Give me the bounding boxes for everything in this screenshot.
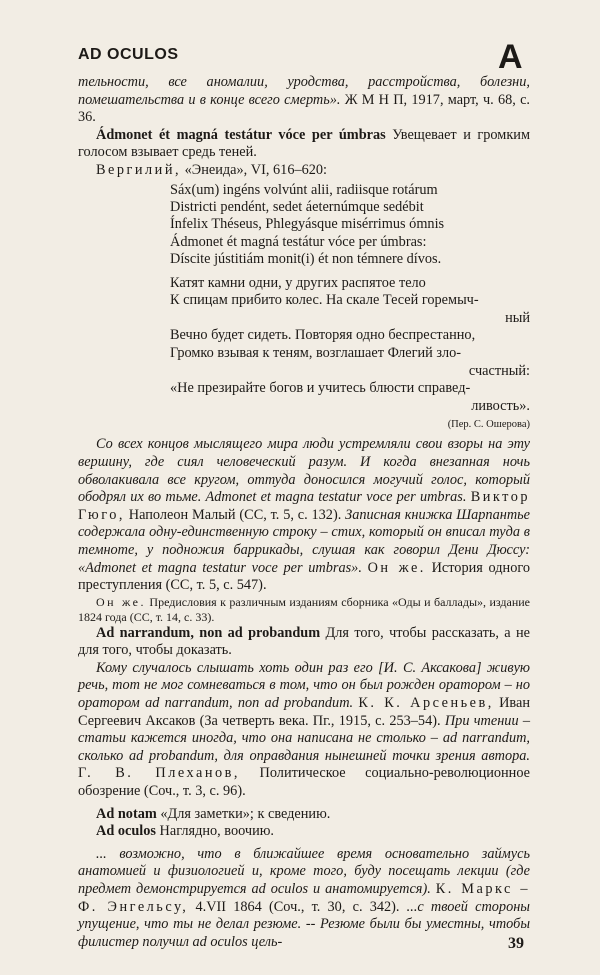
citation-quote: Записная книжка Шарпантье содержала одну-единственную строку – стих, который он вписал туда в темноте, у подножия баррикады, слушая как говорил Дени Дюссу: «Admonet et magna testatur voce per umbras». — [78, 506, 530, 576]
entry-oculos — [78, 823, 530, 841]
verse-line: Катят камни одни, у других распятое тело — [170, 274, 426, 291]
entry-headword: Ad narrandum, non ad probandum — [96, 624, 321, 641]
verse-line: ливость». — [471, 397, 530, 414]
author-name: Он же. — [367, 559, 426, 576]
citation-source: Наполеон Малый (СС, т. 5, с. 132). — [124, 506, 342, 523]
section-letter: A — [498, 38, 523, 76]
russian-verse — [170, 275, 530, 416]
hugo-preface-citation — [78, 595, 530, 625]
verse-line: ный — [505, 309, 530, 326]
citation-quote: ...с твоей стороны упущение, что ты не делал резюме. -- Резюме были бы уместны, чтобы филистер получил ad oculos цель- — [78, 898, 530, 950]
marx-citation — [78, 846, 530, 952]
citation-source: 4.VII 1864 (Соч., т. 30, с. 342). — [188, 898, 400, 915]
vergil-citation — [78, 162, 530, 180]
entry-headword: Ad notam — [96, 805, 157, 822]
author-name: К. Маркс – Ф. Энгельсу, — [78, 881, 530, 915]
citation-quote: При чтении – статьи кажется иногда, что она написана не столько – ad narrandum, сколько ad probandum, для оправдания нынешней точки зрения автора. — [78, 712, 530, 764]
verse-line: Districti pendént, sedet áeternúmque sedébit — [170, 198, 424, 215]
translation-credit: (Пер. С. Ошерова) — [447, 419, 530, 431]
entry-definition: «Для заметки»; к сведению. — [156, 805, 331, 822]
verse-line: счастный: — [468, 362, 530, 379]
citation-quote: Кому случалось слышать хоть один раз его [И. С. Аксакова] живую речь, тот не мог сомневаться в том, что он был рожден оратором – но оратором ad narrandum, non ad probandum. — [78, 659, 530, 712]
citation-source: Иван Сергеевич Аксаков (За четверть века. Пг., 1915, с. 253–54). — [78, 695, 530, 729]
continued-source: Ж М Н П, 1917, март, ч. 68, с. 36. — [78, 91, 531, 126]
author-name: Он же. — [96, 594, 146, 609]
citation-source: Политическое социально-революционное обозрение (Соч., т. 3, с. 96). — [78, 765, 530, 800]
aksakov-citation — [78, 660, 530, 801]
page-number: 39 — [508, 935, 524, 952]
author-name: К. К. Арсеньев, — [358, 695, 494, 712]
entry-notam — [78, 806, 530, 824]
citation-quote: ... возможно, что в ближайшее время основательно займусь анатомией и физиологией и, кроме того, буду посещать лекции (где предмет демонстрируется ad oculos и анатомируется). — [78, 845, 530, 897]
entry-admonet — [78, 127, 530, 162]
verse-line: Ínfelix Théseus, Phlegyásque misérrimus ómnis — [170, 216, 445, 233]
author-name: Виктор Гюго, — [78, 489, 530, 523]
citation-source: Предисловия к различным изданиям сборника «Оды и баллады», издание 1824 года (СС, т. 14, с. 33). — [78, 594, 530, 624]
author-name: Вергилий, — [96, 161, 182, 178]
author-name: Г. В. Плеханов, — [78, 765, 240, 782]
entry-definition: Для того, чтобы рассказать, а не для того, чтобы доказать. — [78, 624, 530, 659]
citation-quote: Со всех концов мыслящего мира люди устремляли свои взоры на эту вершину, где сиял человеческий разум. И когда внезапная ночь обволакивала все кругом, оттуда доносился могучий голос, который ободрял их во тьме. Admonet et magna testatur voce per umbras. — [78, 436, 530, 506]
running-head: AD OCULOS — [78, 46, 179, 63]
verse-line: «Не презирайте богов и учитесь блюсти справед- — [170, 380, 471, 397]
hugo-citation — [78, 436, 530, 594]
entry-definition: Увещевает и громким голосом взывает средь теней. — [78, 126, 530, 161]
entry-headword: Ádmonet ét magná testátur vóce per úmbras — [96, 126, 386, 143]
verse-line: Громко взывая к теням, возглашает Флегий зло- — [170, 344, 462, 361]
citation-ref: «Энеида», VI, 616–620: — [181, 161, 328, 178]
verse-line: Sáx(um) ingéns volvúnt alii, radiisque rotárum — [170, 181, 438, 198]
verse-line: К спицам прибито колес. На скале Тесей горемыч- — [170, 292, 479, 309]
verse-line: Вечно будет сидеть. Повторяя одно беспрестанно, — [170, 327, 476, 344]
citation-source: История одного преступления (СС, т. 5, с. 547). — [78, 559, 530, 594]
entry-headword: Ad oculos — [96, 823, 156, 840]
verse-line: Díscite jústitiám monit(i) ét non témnere dívos. — [170, 251, 442, 268]
continued-entry — [78, 74, 530, 127]
verse-line: Ádmonet ét magná testátur vóce per úmbras: — [170, 233, 427, 250]
entry-narrandum — [78, 625, 530, 660]
continued-quote: тельности, все аномалии, уродства, расстройства, болезни, помешательства и в конце всего смерть». — [78, 74, 530, 108]
latin-verse — [170, 182, 530, 269]
entry-definition: Наглядно, воочию. — [155, 823, 274, 840]
page-body — [78, 74, 530, 951]
